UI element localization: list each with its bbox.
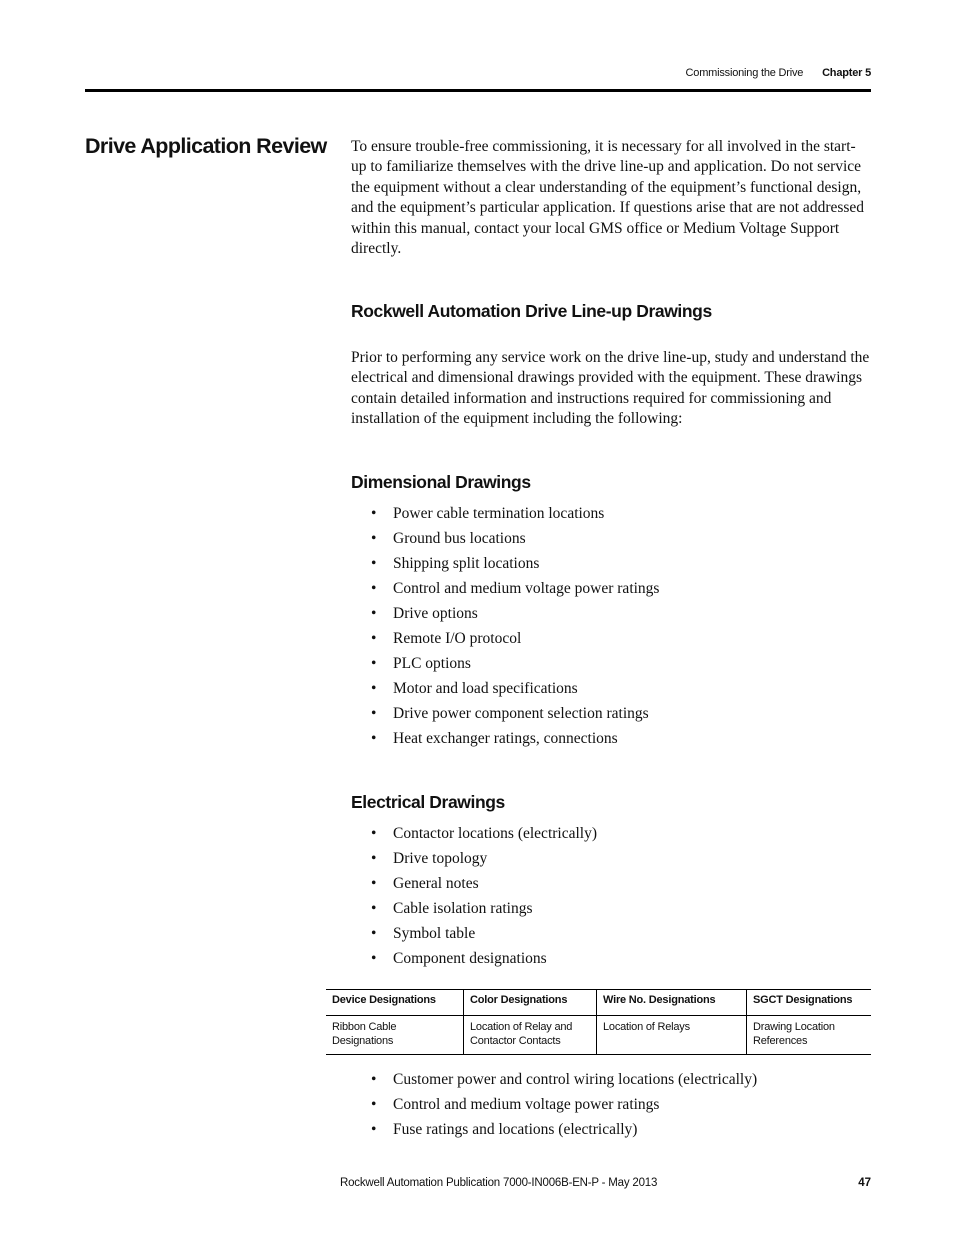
list-item: [371, 501, 659, 526]
list-item-text: Contactor locations (electrically): [393, 825, 597, 842]
header-chapter: Chapter 5: [822, 67, 871, 79]
list-item-text: Control and medium voltage power ratings: [393, 580, 660, 597]
table-header-cell: Wire No. Designations: [597, 990, 747, 1016]
table-header-cell: Color Designations: [464, 990, 597, 1016]
list-item-text: Power cable termination locations: [393, 505, 605, 522]
electrical-list: [371, 821, 597, 971]
table-header-cell: Device Designations: [326, 990, 464, 1016]
list-item-text: PLC options: [393, 655, 471, 672]
list-item-text: Symbol table: [393, 925, 476, 942]
electrical-list-continued: [371, 1067, 757, 1142]
list-item: [371, 1067, 757, 1092]
lineup-paragraph: Prior to performing any service work on the drive line-up, study and understand the electrical and dimensional drawings provided with the equipment. These drawings contain detailed information and instructions required for commissioning and installation of the equipment including the following:: [351, 349, 870, 428]
bullet-icon: •: [371, 580, 377, 597]
bullet-icon: •: [371, 680, 377, 697]
bullet-icon: •: [371, 730, 377, 747]
list-item: [371, 526, 659, 551]
list-item-text: Drive options: [393, 605, 478, 622]
list-item: [371, 551, 659, 576]
list-item-text: Shipping split locations: [393, 555, 540, 572]
table-cell-line: References: [753, 1035, 808, 1047]
table-cell: [597, 1016, 747, 1055]
dimensional-heading: Dimensional Drawings: [351, 472, 531, 492]
intro-paragraph: To ensure trouble-free commissioning, it is necessary for all involved in the start-up to familiarize themselves with the drive line-up and application. Do not service the equipment without a clear understanding of the equipment’s functional design, and the equipment’s particular application. If questions arise that are not addressed within this manual, contact your local GMS office or Medium Voltage Support directly.: [351, 138, 865, 258]
list-item: [371, 626, 659, 651]
table-cell: [464, 1016, 597, 1055]
list-item-text: Remote I/O protocol: [393, 630, 522, 647]
electrical-heading: Electrical Drawings: [351, 792, 505, 812]
list-item: [371, 651, 659, 676]
table-cell: [747, 1016, 872, 1055]
bullet-icon: •: [371, 505, 377, 522]
list-item-text: Cable isolation ratings: [393, 900, 533, 917]
list-item: [371, 1117, 757, 1142]
list-item: [371, 946, 597, 971]
list-item-text: Motor and load specifications: [393, 680, 578, 697]
list-item-text: Component designations: [393, 950, 547, 967]
list-item: [371, 1092, 757, 1117]
table-header-cell: SGCT Designations: [747, 990, 872, 1016]
bullet-icon: •: [371, 1121, 377, 1138]
bullet-icon: •: [371, 630, 377, 647]
table-cell-line: Location of Relays: [603, 1021, 690, 1033]
bullet-icon: •: [371, 925, 377, 942]
bullet-icon: •: [371, 605, 377, 622]
list-item-text: General notes: [393, 875, 479, 892]
list-item: [371, 871, 597, 896]
table-cell-line: Ribbon Cable Designations: [332, 1021, 397, 1047]
dimensional-list: [371, 501, 659, 751]
bullet-icon: •: [371, 530, 377, 547]
bullet-icon: •: [371, 705, 377, 722]
list-item-text: Fuse ratings and locations (electrically): [393, 1121, 638, 1138]
section-title: Drive Application Review: [85, 134, 327, 158]
list-item: [371, 676, 659, 701]
header-section-title: Commissioning the Drive: [685, 67, 804, 79]
table-cell-line: Contactor Contacts: [470, 1035, 561, 1047]
bullet-icon: •: [371, 1071, 377, 1088]
list-item: [371, 576, 659, 601]
list-item-text: Drive topology: [393, 850, 488, 867]
table-row: [326, 1016, 871, 1055]
list-item-text: Heat exchanger ratings, connections: [393, 730, 618, 747]
table-cell-line: Drawing Location: [753, 1021, 835, 1033]
list-item-text: Customer power and control wiring locations (electrically): [393, 1071, 758, 1088]
bullet-icon: •: [371, 900, 377, 917]
bullet-icon: •: [371, 1096, 377, 1113]
bullet-icon: •: [371, 850, 377, 867]
list-item: [371, 846, 597, 871]
bullet-icon: •: [371, 555, 377, 572]
list-item: [371, 896, 597, 921]
table-cell: [326, 1016, 464, 1055]
list-item-text: Drive power component selection ratings: [393, 705, 649, 722]
list-item: [371, 821, 597, 846]
header-rule: [85, 89, 871, 92]
bullet-icon: •: [371, 875, 377, 892]
table-header-row: [326, 990, 871, 1016]
footer-publication: Rockwell Automation Publication 7000-IN006B-EN-P - May 2013: [340, 1177, 658, 1189]
bullet-icon: •: [371, 655, 377, 672]
page-number: 47: [858, 1177, 871, 1189]
list-item: [371, 601, 659, 626]
list-item-text: Control and medium voltage power ratings: [393, 1096, 660, 1113]
list-item: [371, 726, 659, 751]
bullet-icon: •: [371, 825, 377, 842]
list-item: [371, 921, 597, 946]
lineup-heading: Rockwell Automation Drive Line-up Drawings: [351, 301, 712, 321]
bullet-icon: •: [371, 950, 377, 967]
list-item: [371, 701, 659, 726]
table-cell-line: Location of Relay and: [470, 1021, 573, 1033]
designations-table: [326, 989, 871, 1055]
list-item-text: Ground bus locations: [393, 530, 526, 547]
page-header: [686, 67, 871, 79]
